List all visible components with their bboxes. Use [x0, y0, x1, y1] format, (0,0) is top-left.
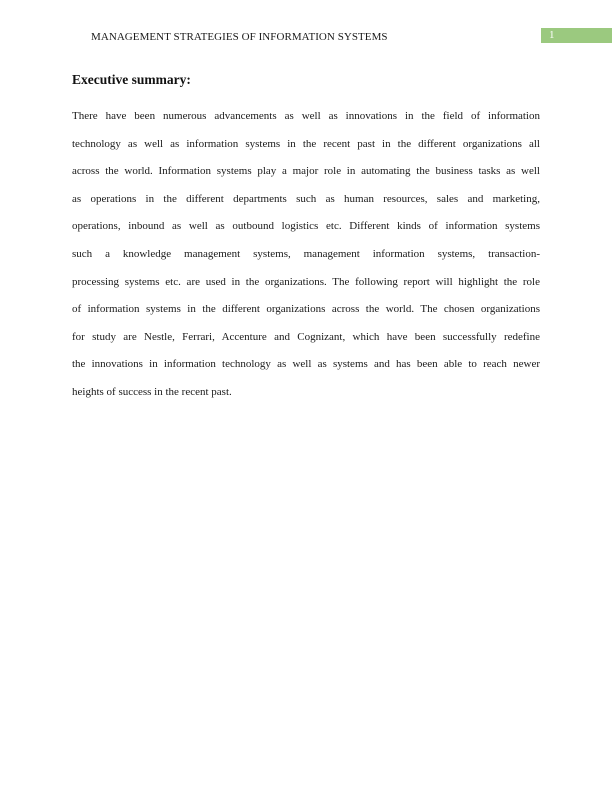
paragraph-line: heights of success in the recent past. — [72, 385, 232, 398]
running-header-title: MANAGEMENT STRATEGIES OF INFORMATION SYSTEMS — [91, 31, 388, 43]
paragraph-line: such a knowledge management systems, management information systems, transaction- — [72, 247, 540, 260]
executive-summary-paragraph — [72, 103, 540, 407]
page-number-badge — [541, 28, 612, 43]
paragraph-line: of information systems in the different organizations across the world. The chosen organizations — [72, 303, 540, 316]
paragraph-line: for study are Nestle, Ferrari, Accenture and Cognizant, which have been successfully redefine — [72, 330, 540, 343]
paragraph-line: as operations in the different departments such as human resources, sales and marketing, — [72, 192, 540, 205]
paragraph-line: processing systems etc. are used in the organizations. The following report will highlight the role — [72, 275, 540, 288]
paragraph-line: the innovations in information technology as well as systems and has been able to reach newer — [72, 358, 540, 371]
paragraph-line: There have been numerous advancements as well as innovations in the field of information — [72, 110, 540, 122]
paragraph-line: technology as well as information systems in the recent past in the different organizations all — [72, 137, 540, 150]
section-heading: Executive summary: — [72, 72, 191, 87]
page-number: 1 — [549, 29, 555, 41]
paragraph-line: operations, inbound as well as outbound logistics etc. Different kinds of information systems — [72, 220, 540, 233]
paragraph-line: across the world. Information systems play a major role in automating the business tasks as well — [72, 165, 540, 178]
